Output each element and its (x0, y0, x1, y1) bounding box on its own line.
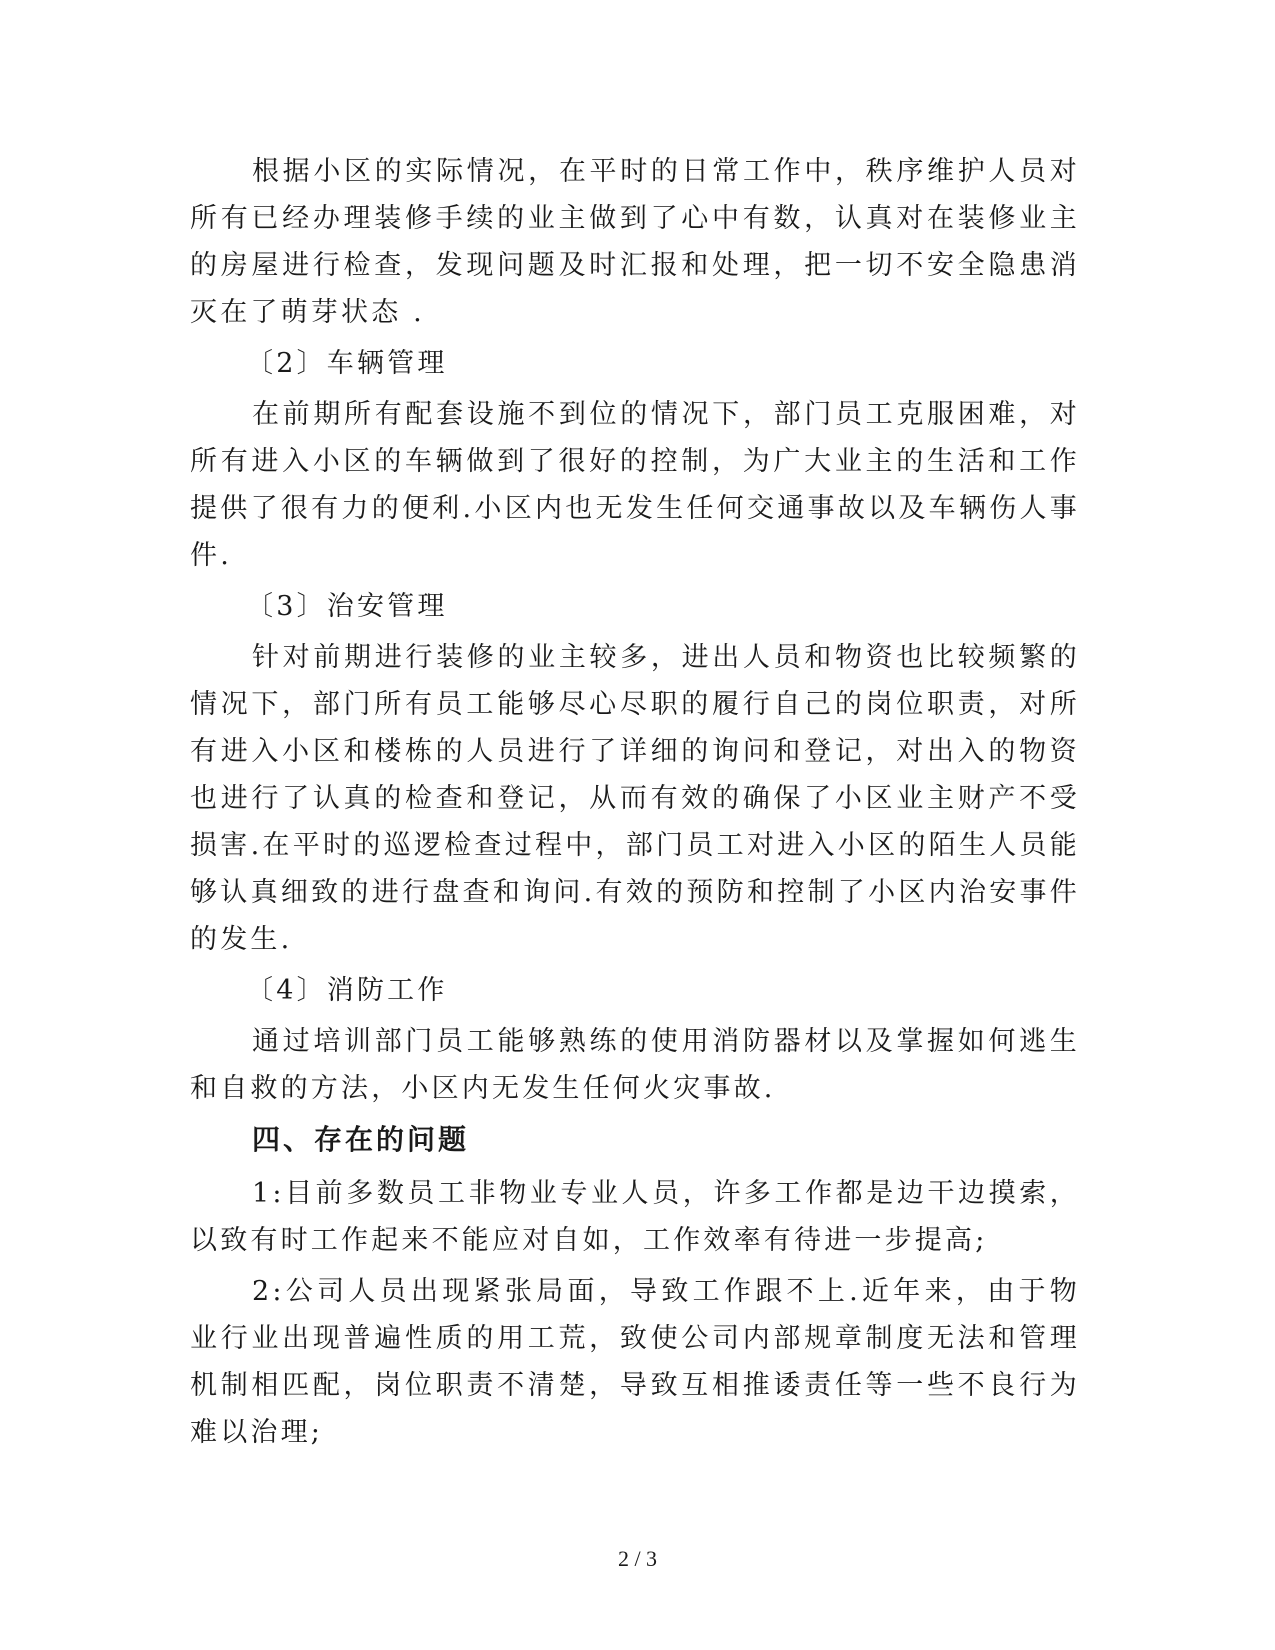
paragraph-vehicle-management: 在前期所有配套设施不到位的情况下，部门员工克服困难，对所有进入小区的车辆做到了很好的控制，为广大业主的生活和工作提供了很有力的便利.小区内也无发生任何交通事故以及车辆伤人事件. (190, 399, 1080, 571)
section-heading-problems: 四、存在的问题 (252, 1123, 470, 1156)
subheading-fire-safety: 〔4〕消防工作 (246, 975, 448, 1006)
paragraph-problem-1: 1:目前多数员工非物业专业人员，许多工作都是边干边摸索，以致有时工作起来不能应对自如，工作效率有待进一步提高; (190, 1178, 1080, 1256)
page-number: 2 / 3 (617, 1546, 658, 1571)
paragraph-fire-safety: 通过培训部门员工能够熟练的使用消防器材以及掌握如何逃生和自救的方法，小区内无发生任何火灾事故. (190, 1026, 1080, 1104)
paragraph-decoration-inspection: 根据小区的实际情况，在平时的日常工作中，秩序维护人员对所有已经办理装修手续的业主做到了心中有数，认真对在装修业主的房屋进行检查，发现问题及时汇报和处理，把一切不安全隐患消灭在了萌芽状态 . (190, 156, 1080, 328)
document-body (190, 148, 1080, 1460)
subheading-security-management: 〔3〕治安管理 (246, 591, 448, 622)
paragraph-security-management: 针对前期进行装修的业主较多，进出人员和物资也比较频繁的情况下，部门所有员工能够尽心尽职的履行自己的岗位职责，对所有进入小区和楼栋的人员进行了详细的询问和登记，对出入的物资也进行了认真的检查和登记，从而有效的确保了小区业主财产不受损害.在平时的巡逻检查过程中，部门员工对进入小区的陌生人员能够认真细致的进行盘查和询问.有效的预防和控制了小区内治安事件的发生. (190, 642, 1080, 955)
subheading-vehicle-management: 〔2〕车辆管理 (246, 348, 448, 379)
paragraph-problem-2: 2:公司人员出现紧张局面，导致工作跟不上.近年来，由于物业行业出现普遍性质的用工荒，致使公司内部规章制度无法和管理机制相匹配，岗位职责不清楚，导致互相推诿责任等一些不良行为难以治理; (190, 1276, 1080, 1448)
